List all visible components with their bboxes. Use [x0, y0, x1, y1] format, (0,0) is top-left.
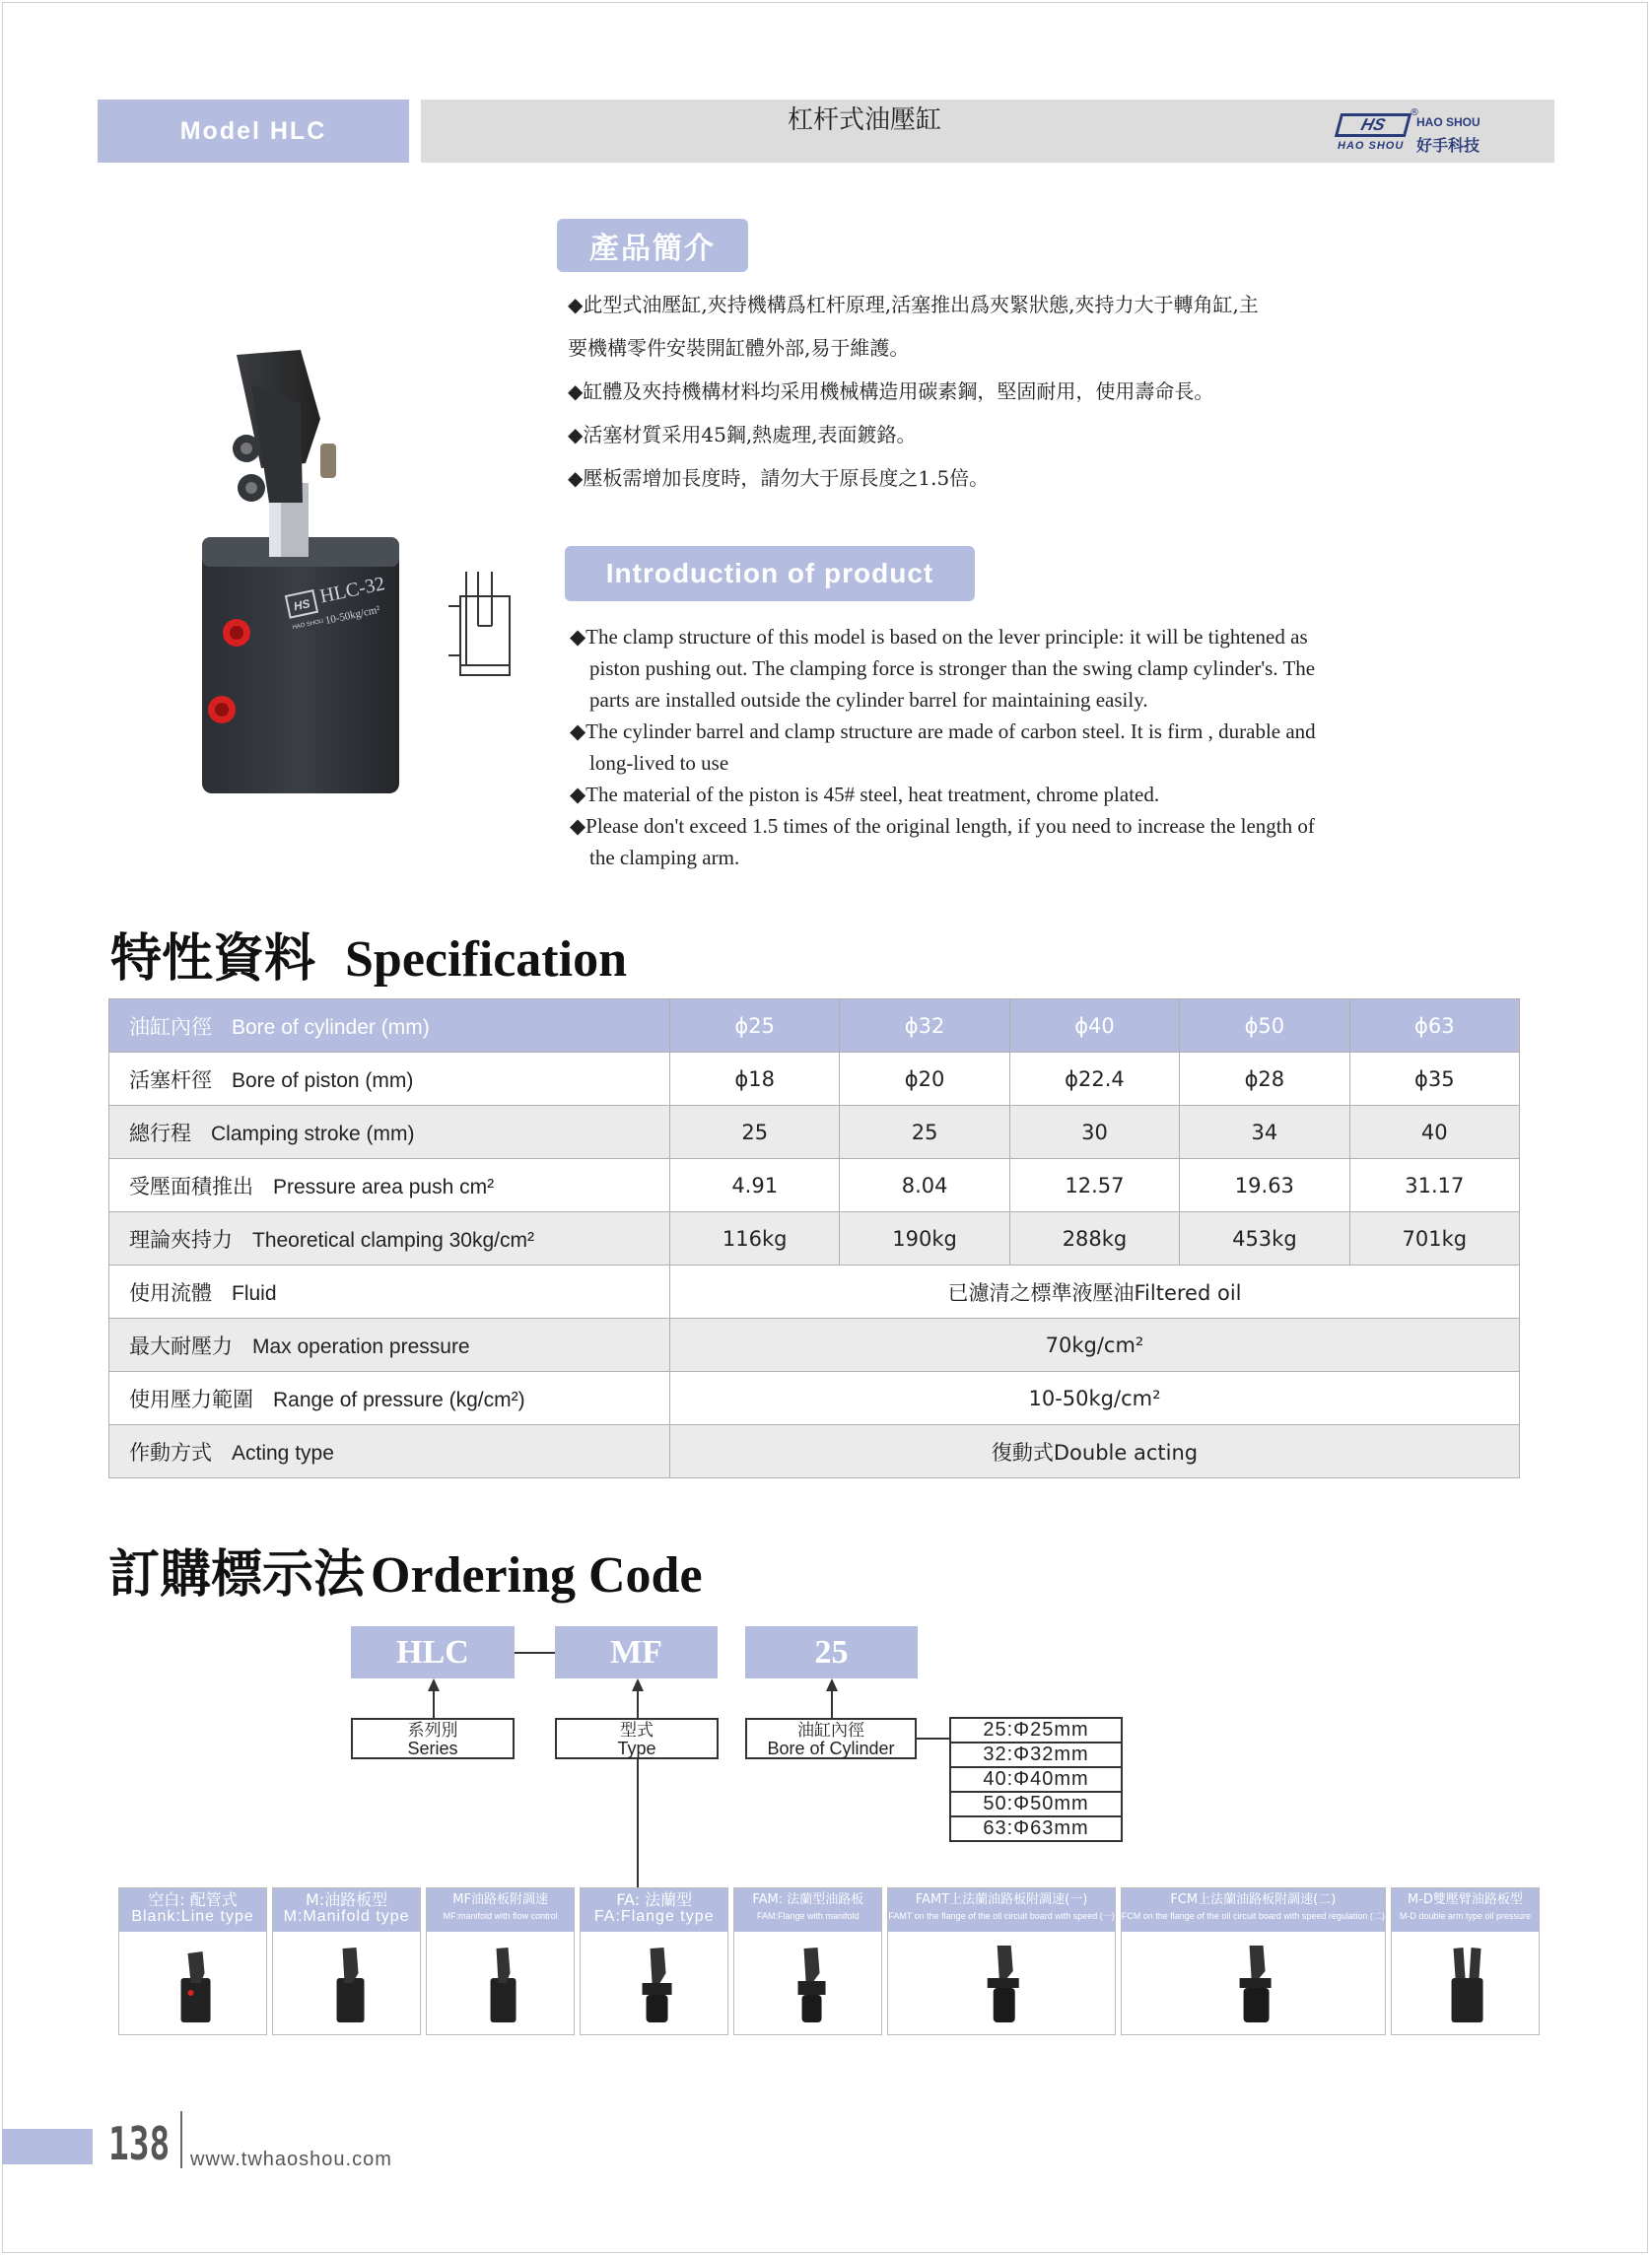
type-variant-md [1391, 1887, 1540, 2035]
spec-cell: ϕ32 [840, 999, 1009, 1053]
website-link[interactable]: www.twhaoshou.com [190, 2149, 392, 2170]
product-brand: HS [292, 596, 311, 614]
spec-cell: 70kg/cm² [670, 1319, 1520, 1372]
intro-zh-line: ◆此型式油壓缸,夾持機構爲杠杆原理,活塞推出爲夾緊狀態,夾持力大于轉角缸,主 [568, 293, 1259, 316]
spec-label-zh: 作動方式 [129, 1440, 212, 1465]
spec-label [109, 1372, 670, 1425]
registered-icon: ® [1410, 107, 1419, 118]
logo-zh: 好手科技 [1416, 136, 1480, 155]
code-series-box: HLC [351, 1626, 515, 1678]
type-photo [427, 1934, 574, 2032]
intro-en-line: ◆The cylinder barrel and clamp structure are made of carbon steel. It is firm , durable and [570, 719, 1316, 743]
spec-title-en: Specification [345, 931, 627, 988]
type-variants [118, 1887, 1540, 2035]
spec-label-en: Clamping stroke (mm) [211, 1122, 415, 1145]
spec-row-bore-cylinder [109, 999, 1520, 1053]
spec-cell: ϕ63 [1349, 999, 1519, 1053]
spec-table [108, 998, 1520, 1478]
product-photo [192, 345, 419, 808]
cylinder-symbol [448, 567, 522, 685]
spec-cell: ϕ18 [670, 1053, 840, 1106]
bore-option: 25:Φ25mm [951, 1719, 1121, 1744]
product-model-label: HLC-32 [317, 573, 387, 608]
spec-label-zh: 最大耐壓力 [129, 1334, 233, 1358]
spec-cell: 288kg [1009, 1212, 1179, 1265]
spec-label-zh: 總行程 [129, 1121, 191, 1145]
spec-cell: ϕ25 [670, 999, 840, 1053]
type-en: M:Manifold type [283, 1908, 410, 1925]
bore-option: 63:Φ63mm [983, 1817, 1089, 1839]
intro-en-heading: Introduction of product [565, 546, 975, 601]
bore-option: 40:Φ40mm [951, 1768, 1121, 1793]
spec-cell: 34 [1180, 1106, 1349, 1159]
series-caption [351, 1718, 515, 1759]
type-caption-en: Type [617, 1739, 656, 1758]
spec-cell: ϕ50 [1180, 999, 1349, 1053]
type-en: FCM on the flange of the oil circuit board with speed regulation (二) [1121, 1911, 1385, 1921]
spec-cell: ϕ20 [840, 1053, 1009, 1106]
type-en: MF:manifold with flow control [443, 1911, 558, 1921]
bore-caption [745, 1718, 917, 1759]
code-type-box: MF [555, 1626, 718, 1678]
type-caption [555, 1718, 719, 1759]
spec-cell: ϕ40 [1009, 999, 1179, 1053]
spec-title-zh: 特性資料 [110, 928, 316, 989]
spec-cell: 25 [840, 1106, 1009, 1159]
bore-caption-zh: 油缸內徑 [797, 1721, 864, 1741]
type-zh: FA: 法蘭型 [616, 1890, 693, 1909]
type-variant-fcm [1121, 1887, 1386, 2035]
logo-en: HAO SHOU [1416, 115, 1480, 129]
type-photo [734, 1934, 881, 2032]
intro-zh-line: ◆缸體及夾持機構材料均采用機械構造用碳素鋼，堅固耐用，使用壽命長。 [568, 379, 1214, 403]
type-photo [1392, 1934, 1539, 2032]
spec-row-pressure-area [109, 1159, 1520, 1212]
intro-zh-line: 要機構零件安裝開缸體外部,易于維護。 [568, 336, 910, 360]
type-variant-fam [733, 1887, 882, 2035]
spec-row-fluid [109, 1265, 1520, 1319]
spec-row-acting-type [109, 1425, 1520, 1478]
intro-zh-heading: 產品簡介 [557, 219, 748, 272]
spec-label [109, 1106, 670, 1159]
spec-cell: 8.04 [840, 1159, 1009, 1212]
spec-label [109, 1212, 670, 1265]
footer-divider [180, 2111, 182, 2168]
type-zh: M:油路板型 [305, 1890, 388, 1909]
type-zh: FCM上法蘭油路板附調速(二) [1170, 1892, 1337, 1907]
type-variant-fa [580, 1887, 728, 2035]
spec-label-en: Fluid [232, 1281, 277, 1305]
type-zh: FAMT上法蘭油路板附調速(一) [915, 1892, 1088, 1907]
intro-en-line: ◆Please don't exceed 1.5 times of the original length, if you need to increase the length of [570, 814, 1315, 838]
spec-row-clamping-force [109, 1212, 1520, 1265]
spec-label [109, 1319, 670, 1372]
spec-title [110, 917, 627, 991]
intro-zh-line: ◆活塞材質采用45鋼,熱處理,表面鍍鉻。 [568, 423, 917, 446]
spec-label-en: Pressure area push cm² [273, 1175, 495, 1198]
type-variant-famt [887, 1887, 1115, 2035]
spec-label-zh: 活塞杆徑 [129, 1067, 212, 1092]
spec-cell: 復動式Double acting [670, 1425, 1520, 1478]
type-en: FAM:Flange with manifold [757, 1911, 860, 1921]
ordering-title-en: Ordering Code [371, 1547, 703, 1604]
intro-zh-list [568, 290, 1406, 507]
spec-label-en: Bore of cylinder (mm) [232, 1015, 430, 1039]
ordering-title-zh: 訂購標示法 [108, 1544, 366, 1605]
spec-label-zh: 使用壓力範圍 [129, 1387, 253, 1411]
intro-en-line: the clamping arm. [589, 846, 740, 869]
type-variant-m [272, 1887, 421, 2035]
spec-label-en: Acting type [232, 1441, 334, 1465]
type-en: Blank:Line type [131, 1908, 254, 1925]
spec-label-en: Max operation pressure [252, 1334, 470, 1358]
intro-en-line: parts are installed outside the cylinder barrel for maintaining easily. [589, 688, 1148, 712]
bore-caption-en: Bore of Cylinder [767, 1739, 895, 1758]
header-title: 杠杆式油壓缸 [787, 105, 941, 135]
type-zh: 空白: 配管式 [148, 1890, 238, 1909]
intro-en-line: long-lived to use [589, 751, 729, 775]
spec-cell: 已濾清之標準液壓油Filtered oil [670, 1265, 1520, 1319]
spec-row-stroke [109, 1106, 1520, 1159]
spec-cell: ϕ35 [1349, 1053, 1519, 1106]
type-variant-blank [118, 1887, 267, 2035]
spec-label-zh: 油缸內徑 [129, 1014, 212, 1039]
ordering-title [108, 1533, 703, 1607]
intro-en-line: ◆The clamp structure of this model is based on the lever principle: it will be tightened as [570, 625, 1308, 649]
type-photo [581, 1934, 727, 2032]
type-zh: M-D雙壓臂油路板型 [1407, 1892, 1523, 1907]
spec-label [109, 1159, 670, 1212]
spec-label-en: Range of pressure (kg/cm²) [273, 1388, 525, 1411]
spec-label-en: Bore of piston (mm) [232, 1068, 414, 1092]
spec-label [109, 999, 670, 1053]
spec-label [109, 1053, 670, 1106]
intro-en-line: ◆The material of the piston is 45# steel, heat treatment, chrome plated. [570, 783, 1160, 806]
series-caption-zh: 系列別 [407, 1721, 458, 1741]
logo-mark: HS [1335, 113, 1411, 137]
code-bore-box: 25 [745, 1626, 918, 1678]
spec-cell: 12.57 [1009, 1159, 1179, 1212]
spec-cell: ϕ22.4 [1009, 1053, 1179, 1106]
spec-row-bore-piston [109, 1053, 1520, 1106]
page-number: 138 [108, 2117, 171, 2170]
bore-options-list [949, 1717, 1123, 1842]
type-photo [119, 1934, 266, 2032]
spec-label-zh: 理論夾持力 [129, 1227, 233, 1252]
spec-cell: 31.17 [1349, 1159, 1519, 1212]
type-en: M-D double arm type oil pressure [1399, 1911, 1531, 1921]
spec-label [109, 1425, 670, 1478]
spec-cell: 4.91 [670, 1159, 840, 1212]
type-en: FAMT on the flange of the oil circuit board with speed (一) [888, 1911, 1115, 1921]
type-photo [273, 1934, 420, 2032]
footer-accent [2, 2129, 93, 2164]
type-photo [1122, 1934, 1385, 2032]
spec-row-pressure-range [109, 1372, 1520, 1425]
spec-cell: 190kg [840, 1212, 1009, 1265]
spec-label-en: Theoretical clamping 30kg/cm² [252, 1228, 534, 1252]
spec-cell: 116kg [670, 1212, 840, 1265]
type-en: FA:Flange type [593, 1908, 715, 1925]
bore-option: 50:Φ50mm [951, 1793, 1121, 1817]
type-zh: MF油路板附調速 [452, 1892, 548, 1907]
spec-row-max-pressure [109, 1319, 1520, 1372]
intro-zh-line: ◆壓板需增加長度時，請勿大于原長度之1.5倍。 [568, 466, 990, 490]
product-brand-sub: HAO SHOU [292, 618, 324, 632]
spec-cell: 40 [1349, 1106, 1519, 1159]
type-variant-mf [426, 1887, 575, 2035]
spec-cell: 10-50kg/cm² [670, 1372, 1520, 1425]
spec-cell: 25 [670, 1106, 840, 1159]
intro-en-list [570, 621, 1506, 873]
spec-cell: 453kg [1180, 1212, 1349, 1265]
intro-en-line: piston pushing out. The clamping force is stronger than the swing clamp cylinder's. The [589, 656, 1316, 680]
product-pressure-label: 10-50kg/cm² [323, 603, 381, 628]
type-zh: FAM: 法蘭型油路板 [752, 1892, 864, 1907]
spec-label [109, 1265, 670, 1319]
bore-option: 32:Φ32mm [951, 1744, 1121, 1768]
header-bar [421, 100, 1554, 163]
logo-sub: HAO SHOU [1338, 140, 1405, 152]
brand-logo [1338, 109, 1535, 155]
series-caption-en: Series [407, 1739, 458, 1758]
spec-cell: 701kg [1349, 1212, 1519, 1265]
spec-cell: 19.63 [1180, 1159, 1349, 1212]
type-photo [888, 1934, 1114, 2032]
spec-label-zh: 受壓面積推出 [129, 1174, 253, 1198]
spec-cell: ϕ28 [1180, 1053, 1349, 1106]
type-caption-zh: 型式 [620, 1721, 654, 1741]
spec-label-zh: 使用流體 [129, 1280, 212, 1305]
spec-cell: 30 [1009, 1106, 1179, 1159]
model-label: Model HLC [98, 100, 409, 163]
